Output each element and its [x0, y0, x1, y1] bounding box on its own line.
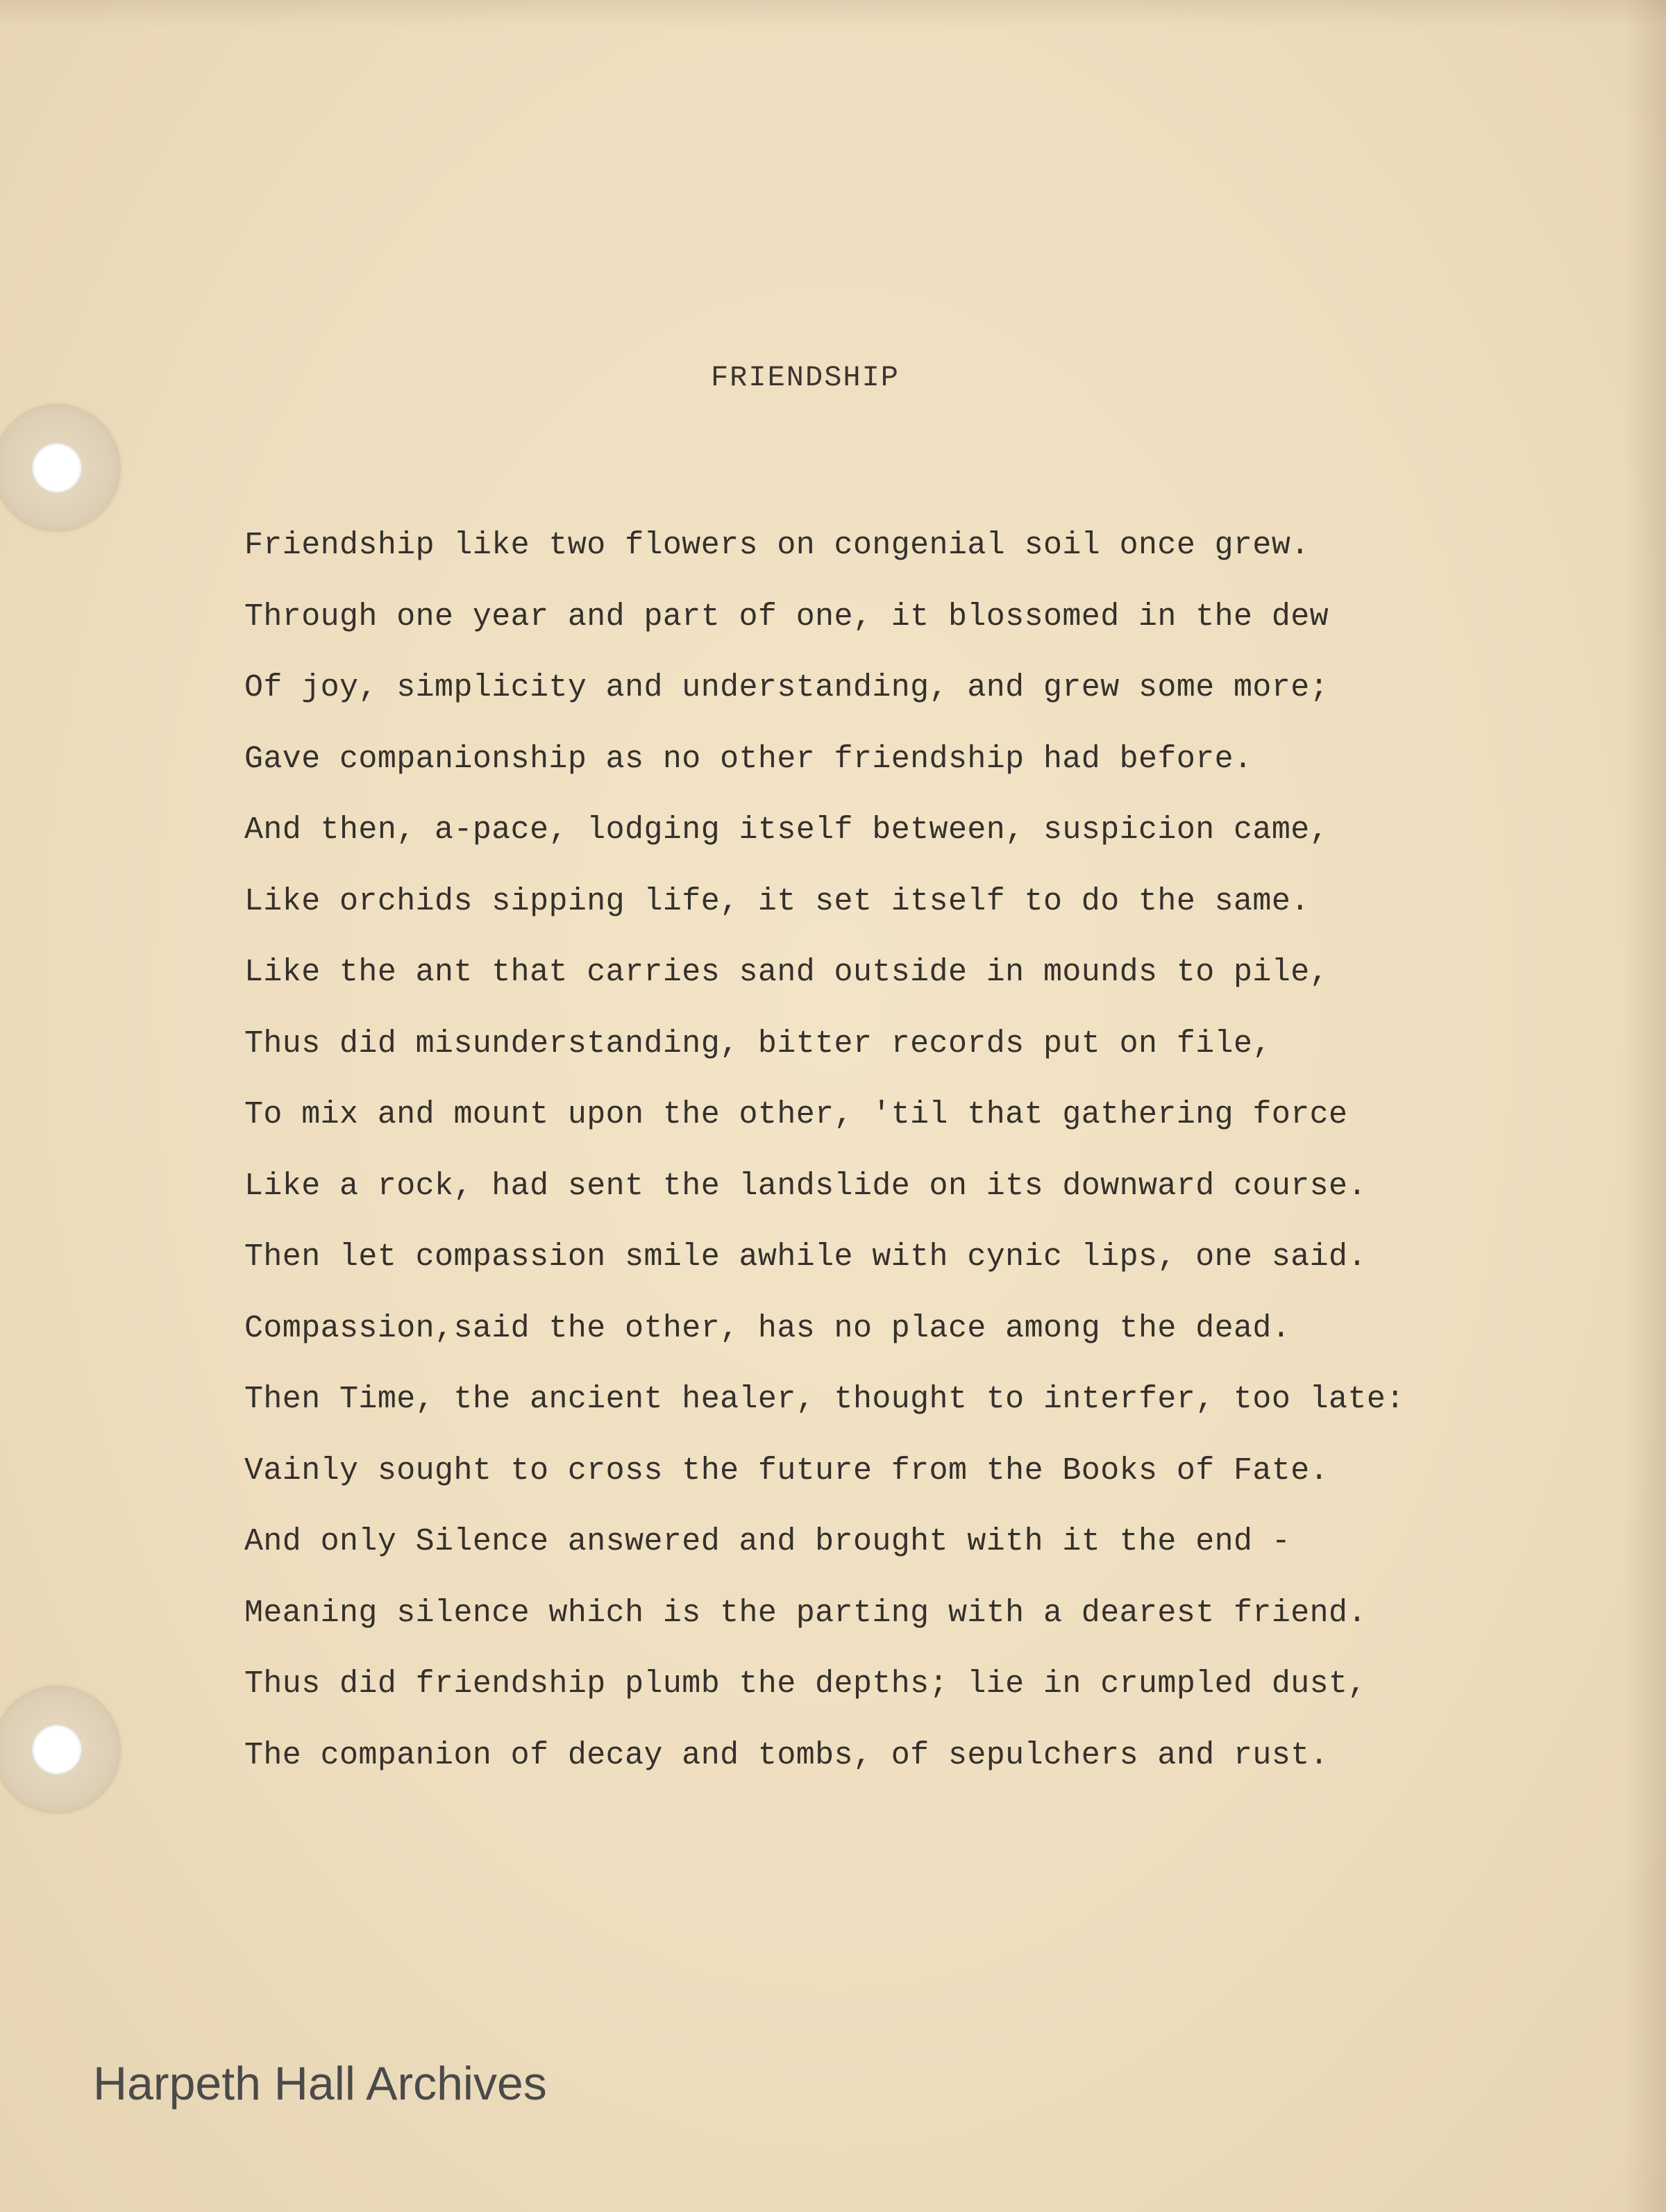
page-edge-shadow — [1624, 0, 1666, 2212]
poem-line: Friendship like two flowers on congenial soil once grew. — [244, 528, 1310, 563]
punch-hole-bottom — [32, 1725, 82, 1775]
poem-line: Meaning silence which is the parting with a dearest friend. — [244, 1595, 1367, 1631]
poem-line: Like a rock, had sent the landslide on its downward course. — [244, 1168, 1367, 1204]
poem-line: Like orchids sipping life, it set itself to do the same. — [244, 883, 1310, 919]
archive-watermark: Harpeth Hall Archives — [93, 2057, 547, 2110]
poem-line: Vainly sought to cross the future from the Books of Fate. — [244, 1452, 1329, 1489]
poem-line: Of joy, simplicity and understanding, and grew some more; — [244, 670, 1329, 705]
poem-line: And only Silence answered and brought with it the end - — [244, 1524, 1291, 1559]
page-top-shadow — [0, 0, 1666, 28]
poem-line: Thus did misunderstanding, bitter records put on file, — [244, 1025, 1272, 1062]
poem-line: Compassion,said the other, has no place among the dead. — [244, 1310, 1291, 1346]
poem-line: Through one year and part of one, it blossomed in the dew — [244, 598, 1329, 635]
poem-line: To mix and mount upon the other, 'til that gathering force — [244, 1097, 1348, 1132]
poem-body — [244, 510, 1563, 1791]
poem-line: Thus did friendship plumb the depths; lie in crumpled dust, — [244, 1666, 1367, 1702]
punch-hole-reinforcement-top — [0, 405, 119, 530]
poem-line: And then, a-pace, lodging itself between, suspicion came, — [244, 812, 1329, 848]
poem-line: Then let compassion smile awhile with cynic lips, one said. — [244, 1239, 1367, 1275]
poem-line: Gave companionship as no other friendship had before. — [244, 741, 1253, 777]
poem-line: The companion of decay and tombs, of sepulchers and rust. — [244, 1737, 1329, 1773]
poem-line: Like the ant that carries sand outside in mounds to pile, — [244, 955, 1329, 990]
punch-hole-top — [32, 443, 82, 493]
poem-title: FRIENDSHIP — [710, 361, 900, 394]
punch-hole-reinforcement-bottom — [0, 1687, 119, 1812]
poem-line: Then Time, the ancient healer, thought to interfer, too late: — [244, 1382, 1405, 1417]
